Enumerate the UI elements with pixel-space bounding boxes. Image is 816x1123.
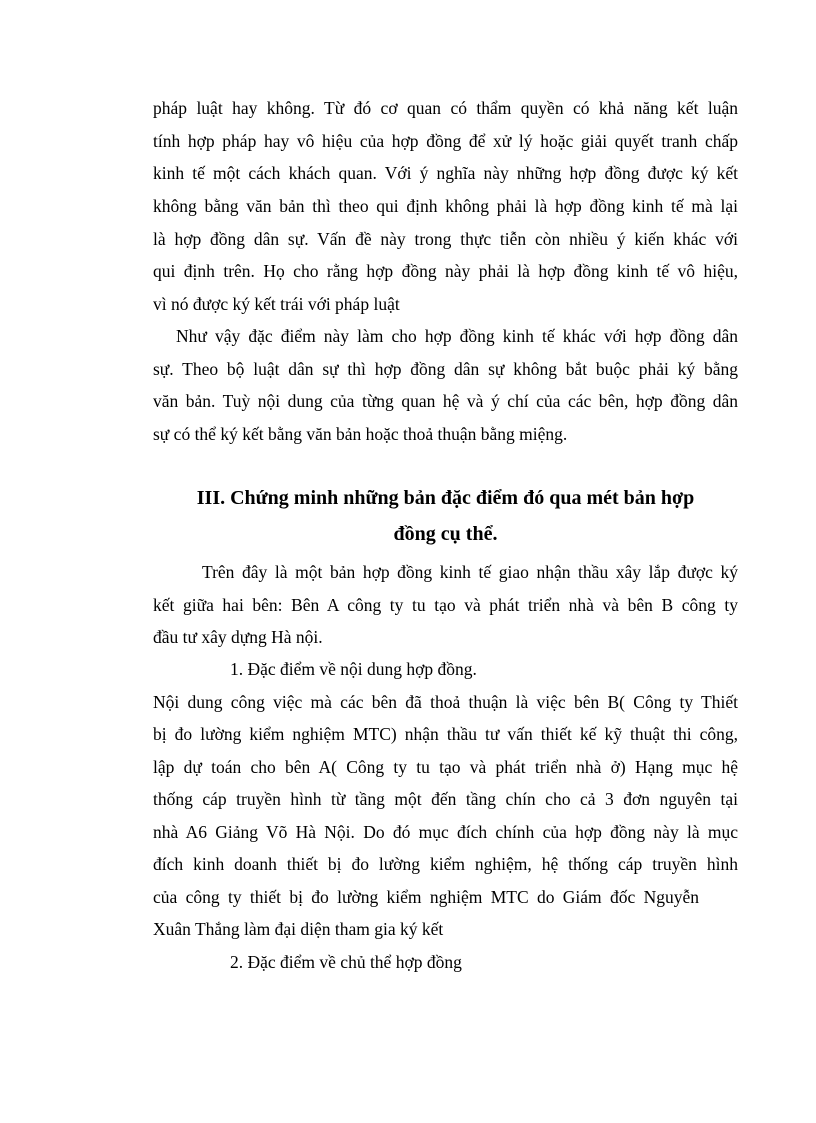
paragraph-1-line-1: pháp luật hay không. Từ đó cơ quan có thẩm quyền có khả năng kết luận (153, 98, 738, 118)
paragraph-4-line-3: lập dự toán cho bên A( Công ty tu tạo và phát triển nhà ở) Hạng mục hệ (153, 757, 738, 777)
section-heading-line-1: III. Chứng minh những bản đặc điểm đó qua mét bản hợp (196, 487, 695, 509)
paragraph-4-line-4: thống cáp truyền hình từ tầng một đến tầng chín cho cả 3 đơn nguyên tại (153, 789, 738, 809)
paragraph-1-line-3: kinh tế một cách khách quan. Với ý nghĩa này những hợp đồng được ký kết (153, 163, 738, 183)
paragraph-1-line-4: không bằng văn bản thì theo qui định không phải là hợp đồng kinh tế mà lại (153, 196, 738, 216)
paragraph-2-line-1: Như vậy đặc điểm này làm cho hợp đồng kinh tế khác với hợp đồng dân (176, 326, 738, 346)
list-item-2: 2. Đặc điểm về chủ thể hợp đồng (230, 952, 462, 972)
paragraph-1-line-6: qui định trên. Họ cho rằng hợp đồng này phải là hợp đồng kinh tế vô hiệu, (153, 261, 738, 281)
paragraph-3-line-2: kết giữa hai bên: Bên A công ty tu tạo và phát triển nhà và bên B công ty (153, 595, 738, 615)
paragraph-4-line-8: Xuân Thắng làm đại diện tham gia ký kết (153, 919, 444, 939)
paragraph-2-line-2: sự. Theo bộ luật dân sự thì hợp đồng dân sự không bắt buộc phải ký bằng (153, 359, 738, 379)
paragraph-4-line-7: của công ty thiết bị đo lường kiểm nghiệm MTC do Giám đốc Nguyễn (153, 887, 699, 907)
paragraph-3-line-1: Trên đây là một bản hợp đồng kinh tế giao nhận thầu xây lắp được ký (202, 562, 738, 582)
section-heading-line-2: đồng cụ thể. (393, 523, 498, 545)
paragraph-2-line-3: văn bản. Tuỳ nội dung của từng quan hệ và ý chí của các bên, hợp đồng dân (153, 391, 738, 411)
paragraph-1-line-7: vì nó được ký kết trái với pháp luật (153, 294, 400, 314)
paragraph-4-line-2: bị đo lường kiểm nghiệm MTC) nhận thầu tư vấn thiết kế kỹ thuật thi công, (153, 724, 738, 744)
paragraph-3-line-3: đầu tư xây dựng Hà nội. (153, 627, 323, 647)
paragraph-1-line-5: là hợp đồng dân sự. Vấn đề này trong thực tiễn còn nhiều ý kiến khác với (153, 229, 738, 249)
paragraph-1-line-2: tính hợp pháp hay vô hiệu của hợp đồng để xử lý hoặc giải quyết tranh chấp (153, 131, 738, 151)
list-item-1: 1. Đặc điểm về nội dung hợp đồng. (230, 659, 477, 679)
paragraph-4-line-6: đích kinh doanh thiết bị đo lường kiểm nghiệm, hệ thống cáp truyền hình (153, 854, 738, 874)
paragraph-2-line-4: sự có thể ký kết bằng văn bản hoặc thoả thuận bằng miệng. (153, 424, 568, 444)
paragraph-4-line-5: nhà A6 Giảng Võ Hà Nội. Do đó mục đích chính của hợp đồng này là mục (153, 822, 738, 842)
paragraph-4-line-1: Nội dung công việc mà các bên đã thoả thuận là việc bên B( Công ty Thiết (153, 692, 738, 712)
